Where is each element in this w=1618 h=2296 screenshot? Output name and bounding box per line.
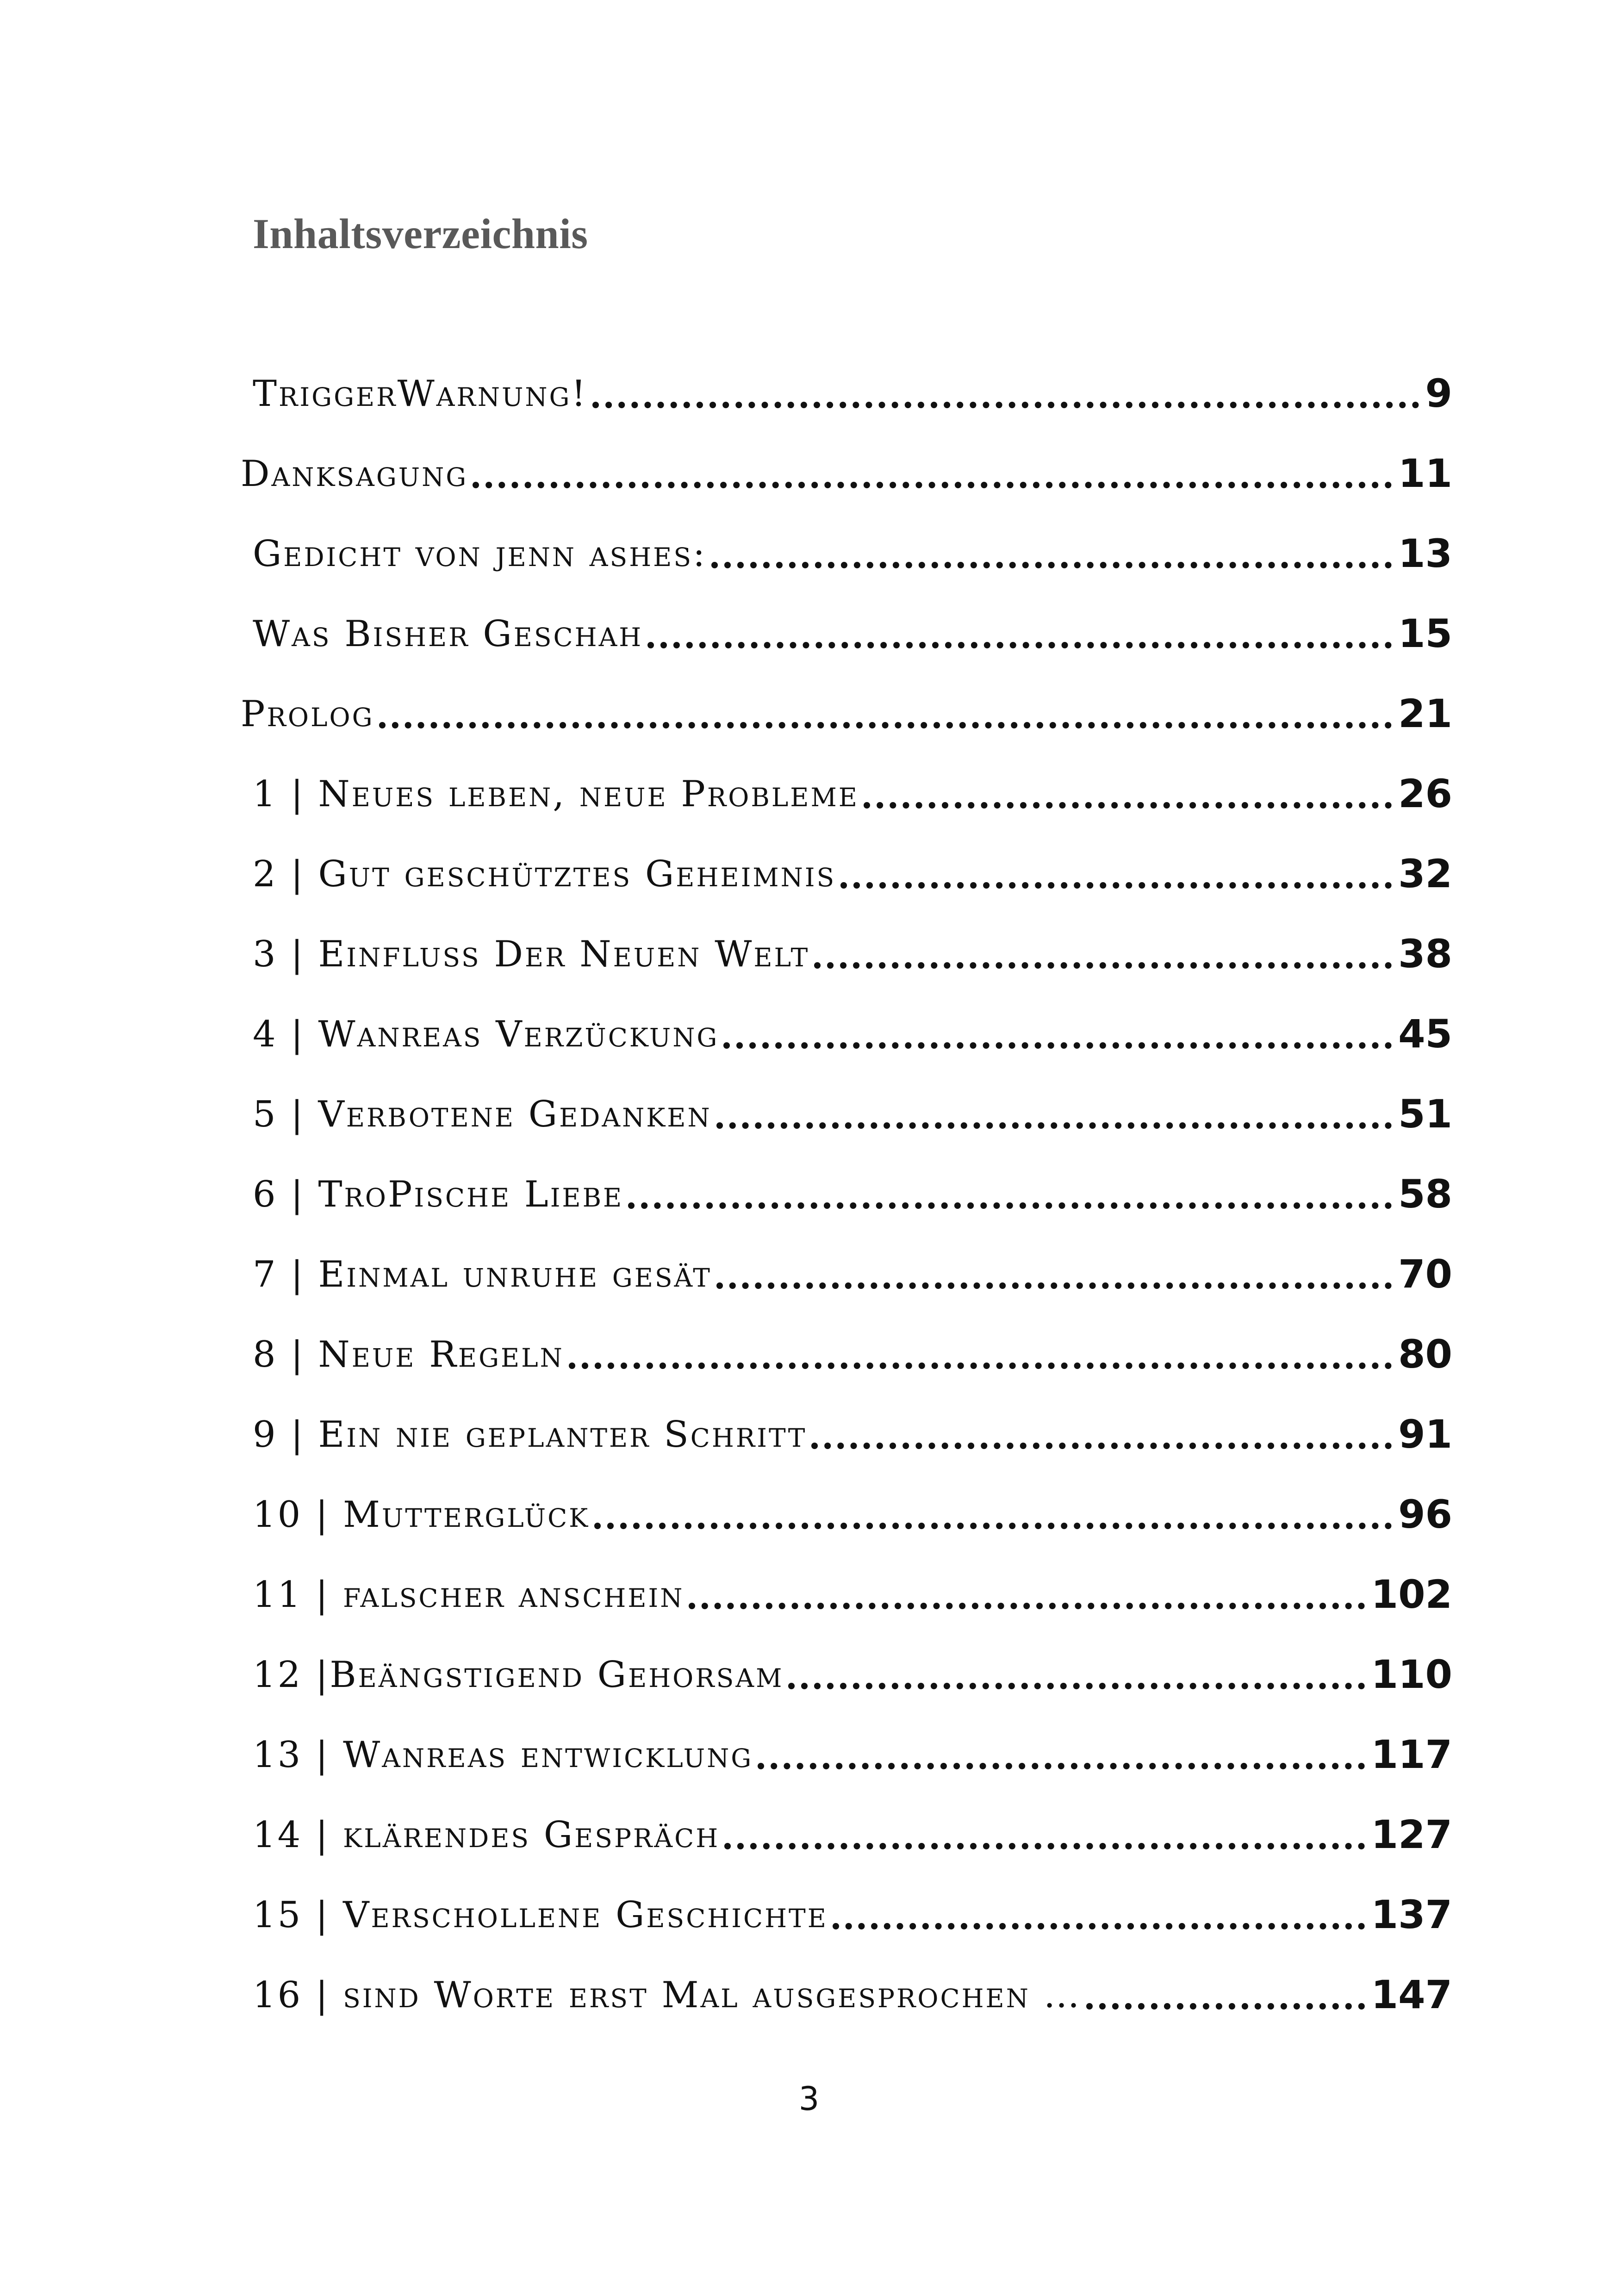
toc-entry[interactable] [241, 1882, 1452, 1938]
dot-leader [592, 402, 1419, 408]
toc-entry-page: 9 [1425, 371, 1452, 416]
toc-entry[interactable] [241, 601, 1452, 657]
toc-entry-title: Prolog [241, 693, 374, 735]
dot-leader [716, 1282, 1392, 1289]
dot-leader [833, 1923, 1365, 1929]
toc-entry-title: 9 | Ein nie geplanter Schritt [253, 1414, 807, 1456]
toc-entry[interactable] [241, 441, 1452, 497]
toc-entry-page: 102 [1371, 1572, 1452, 1617]
toc-entry-title: Danksagung [241, 453, 468, 495]
toc-entry-page: 70 [1398, 1251, 1452, 1297]
toc-entry[interactable] [241, 1562, 1452, 1618]
toc-entry-page: 147 [1371, 1972, 1452, 2017]
toc-entry-page: 11 [1398, 451, 1452, 496]
toc-entry-title: 8 | Neue Regeln [253, 1334, 564, 1375]
toc-entry[interactable] [241, 1482, 1452, 1537]
toc-entry[interactable] [241, 1402, 1452, 1457]
dot-leader [379, 722, 1392, 728]
toc-entry-page: 91 [1398, 1412, 1452, 1457]
toc-entry-page: 38 [1398, 931, 1452, 977]
toc-entry[interactable] [241, 1082, 1452, 1137]
toc-entry-page: 80 [1398, 1332, 1452, 1377]
toc-entry-title: 6 | TroPische Liebe [253, 1174, 624, 1215]
toc-entry-page: 21 [1398, 691, 1452, 736]
toc-entry[interactable] [241, 1642, 1452, 1698]
toc-entry-page: 117 [1371, 1732, 1452, 1777]
toc-entry-page: 96 [1398, 1492, 1452, 1537]
dot-leader [758, 1763, 1364, 1769]
toc-entry-page: 110 [1371, 1652, 1452, 1697]
toc-entry[interactable] [241, 1162, 1452, 1217]
toc-entry[interactable] [241, 1322, 1452, 1377]
toc-entry[interactable] [241, 521, 1452, 577]
toc-entry-page: 26 [1398, 771, 1452, 816]
toc-entry-page: 32 [1398, 851, 1452, 896]
toc-entry[interactable] [241, 1242, 1452, 1297]
toc-entry-page: 127 [1371, 1812, 1452, 1857]
toc-entry-title: Was Bisher Geschah [253, 613, 643, 655]
dot-leader [711, 562, 1392, 568]
dot-leader [864, 802, 1392, 809]
dot-leader [814, 962, 1392, 969]
dot-leader [689, 1603, 1364, 1609]
dot-leader [811, 1443, 1392, 1449]
dot-leader [594, 1523, 1392, 1529]
toc-entry-title: 5 | Verbotene Gedanken [253, 1094, 712, 1135]
toc-heading: Inhaltsverzeichnis [253, 210, 588, 257]
toc-entry-title: TriggerWarnung! [253, 373, 588, 415]
toc-entry-title: 11 | falscher anschein [253, 1574, 685, 1616]
toc-entry[interactable] [241, 681, 1452, 737]
toc-entry-title: Gedicht von jenn ashes: [253, 533, 707, 575]
toc-entry-title: 16 | sind Worte erst Mal ausgesprochen … [253, 1974, 1082, 2016]
toc-entry-page: 13 [1398, 531, 1452, 576]
toc-entry-title: 1 | Neues leben, neue Probleme [253, 773, 859, 815]
toc-entry-title: 14 | klärendes Gespräch [253, 1814, 720, 1856]
dot-leader [840, 882, 1392, 889]
toc-entry-title: 4 | Wanreas Verzückung [253, 1014, 719, 1055]
toc-entry-page: 51 [1398, 1091, 1452, 1137]
toc-entry-title: 7 | Einmal unruhe gesät [253, 1254, 712, 1295]
toc-entry-title: 3 | Einfluss Der Neuen Welt [253, 933, 810, 975]
toc-entry[interactable] [241, 841, 1452, 897]
page-number: 3 [798, 2080, 820, 2118]
dot-leader [723, 1042, 1392, 1049]
toc-entry[interactable] [241, 1962, 1452, 2018]
dot-leader [473, 482, 1392, 488]
toc-entry-title: 15 | Verschollene Geschichte [253, 1894, 828, 1936]
dot-leader [1086, 2003, 1365, 2010]
dot-leader [724, 1843, 1364, 1849]
toc-entry-page: 15 [1398, 611, 1452, 656]
dot-leader [569, 1363, 1392, 1369]
toc-entry-title: 2 | Gut geschütztes Geheimnis [253, 853, 836, 895]
toc-entry[interactable] [241, 361, 1452, 417]
toc-entry-page: 45 [1398, 1011, 1452, 1057]
toc-entry-page: 137 [1371, 1892, 1452, 1937]
toc-entry-title: 13 | Wanreas entwicklung [253, 1734, 753, 1776]
toc-entry[interactable] [241, 921, 1452, 977]
dot-leader [647, 642, 1392, 648]
toc-entry-title: 12 |Beängstigend Gehorsam [253, 1654, 784, 1696]
toc-entry[interactable] [241, 1802, 1452, 1858]
toc-entry[interactable] [241, 1002, 1452, 1057]
toc-entry-title: 10 | Mutterglück [253, 1494, 590, 1536]
toc-entry-page: 58 [1398, 1171, 1452, 1217]
toc-entry[interactable] [241, 1722, 1452, 1778]
dot-leader [716, 1122, 1392, 1129]
dot-leader [628, 1202, 1392, 1209]
dot-leader [788, 1683, 1364, 1689]
toc-entry[interactable] [241, 761, 1452, 817]
